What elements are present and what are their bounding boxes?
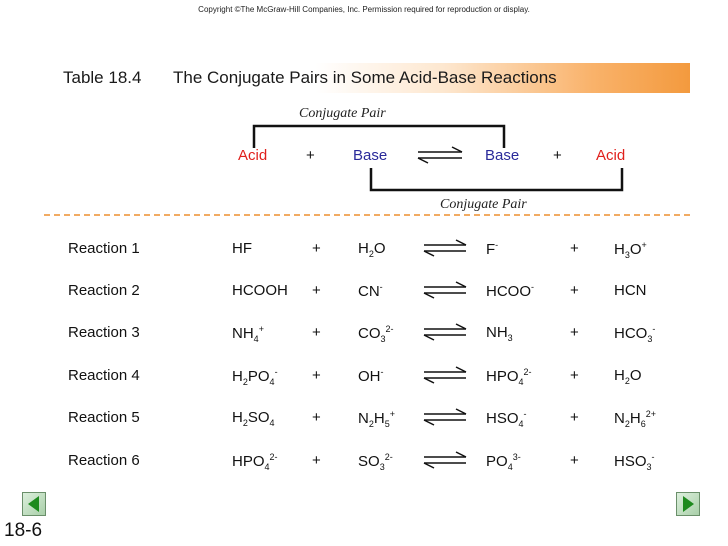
product-acid: $HCO_3^-$ <box>614 324 656 344</box>
reactant-base: $H_2O$ <box>358 240 386 259</box>
reactant-base: $CO_3^{2-}$ <box>358 324 394 344</box>
product-base: $PO_4^{3-}$ <box>486 452 521 472</box>
reactant-base: CN- <box>358 282 383 300</box>
equilibrium-arrow-icon <box>424 324 466 340</box>
plus-sign: + <box>312 367 321 384</box>
equilibrium-arrow-icon <box>424 240 466 256</box>
product-acid: $HSO_3^-$ <box>614 452 655 472</box>
plus-sign: + <box>312 282 321 299</box>
plus-sign: + <box>570 240 579 257</box>
reaction-label: Reaction 4 <box>68 367 140 384</box>
header-acid-right: Acid <box>596 147 626 164</box>
next-arrow-icon <box>677 493 699 515</box>
header-acid-left: Acid <box>238 147 268 164</box>
page-number: 18-6 <box>4 520 43 541</box>
header-plus-right: + <box>553 147 562 164</box>
table-number: Table 18.4 <box>63 68 142 87</box>
product-base: F- <box>486 240 499 258</box>
equilibrium-arrow-icon <box>424 409 466 425</box>
reactant-acid: HCOOH <box>232 282 288 299</box>
equilibrium-arrow-icon <box>424 367 466 383</box>
product-acid: HCN <box>614 282 647 299</box>
header-base-right: Base <box>485 147 520 164</box>
previous-arrow-icon <box>23 493 45 515</box>
next-slide-button[interactable] <box>676 492 700 516</box>
reactant-base: $N_2H_5^+$ <box>358 409 395 429</box>
product-base: $HSO_4^-$ <box>486 409 527 429</box>
plus-sign: + <box>570 324 579 341</box>
reactant-acid: $NH_4^+$ <box>232 324 264 344</box>
header-base-left: Base <box>353 147 388 164</box>
product-acid: $H_2O$ <box>614 367 642 386</box>
plus-sign: + <box>312 324 321 341</box>
reactant-acid: $HPO_4^{2-}$ <box>232 452 278 472</box>
reactant-acid: HF <box>232 240 252 257</box>
product-base: HCOO- <box>486 282 534 300</box>
product-base: $HPO_4^{2-}$ <box>486 367 532 387</box>
reaction-label: Reaction 5 <box>68 409 140 426</box>
reactant-base: $SO_3^{2-}$ <box>358 452 393 472</box>
conjugate-pair-top-label: Conjugate Pair <box>299 106 386 121</box>
reaction-label: Reaction 3 <box>68 324 140 341</box>
reaction-label: Reaction 2 <box>68 282 140 299</box>
reaction-label: Reaction 1 <box>68 240 140 257</box>
copyright-notice: Copyright ©The McGraw-Hill Companies, Inc. Permission required for reproduction or display. <box>198 5 530 14</box>
plus-sign: + <box>312 240 321 257</box>
product-acid: $N_2H_6^{2+}$ <box>614 409 656 429</box>
plus-sign: + <box>312 409 321 426</box>
table-title: The Conjugate Pairs in Some Acid-Base Reactions <box>173 68 557 87</box>
reactant-base: OH- <box>358 367 384 385</box>
reactant-acid: $H_2SO_4$ <box>232 409 275 428</box>
product-base: $NH_3$ <box>486 324 513 343</box>
equilibrium-arrow-icon <box>424 282 466 298</box>
plus-sign: + <box>312 452 321 469</box>
product-acid: $H_3O^+$ <box>614 240 647 260</box>
header-plus-left: + <box>306 147 315 164</box>
plus-sign: + <box>570 409 579 426</box>
reaction-label: Reaction 6 <box>68 452 140 469</box>
plus-sign: + <box>570 282 579 299</box>
plus-sign: + <box>570 452 579 469</box>
plus-sign: + <box>570 367 579 384</box>
previous-slide-button[interactable] <box>22 492 46 516</box>
reactant-acid: $H_2PO_4^-$ <box>232 367 278 387</box>
conjugate-pair-bottom-label: Conjugate Pair <box>440 197 527 212</box>
equilibrium-arrow-icon <box>424 452 466 468</box>
